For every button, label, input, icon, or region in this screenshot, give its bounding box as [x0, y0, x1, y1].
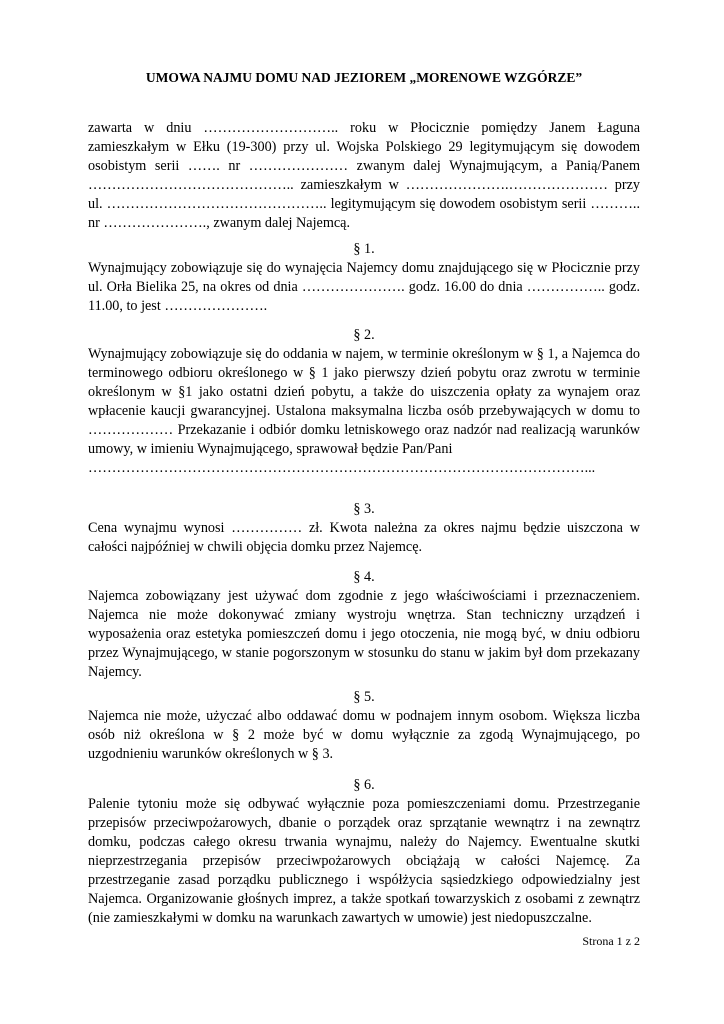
section-4 — [88, 568, 640, 682]
section-dots-line: ……………………………………………………………………………………………... — [88, 460, 596, 476]
section-1 — [88, 240, 640, 316]
section-heading: § 3. — [353, 501, 375, 517]
document-page — [88, 0, 640, 1024]
section-heading: § 1. — [353, 241, 375, 257]
section-text: Wynajmujący zobowiązuje się do oddania w najem, w terminie określonym w § 1, a Najemca do terminowego odbioru określonego w § 1 jako pierwszy dzień pobytu oraz zwrotu w terminie określonym w §1 jako ostatni dzień pobytu, a także do uiszczenia opłaty za wynajem oraz wpłacenie kaucji gwarancyjnej. Ustalona maksymalna liczba osób przebywających w domu to ……………… Przekazanie i odbiór domku letniskowego oraz nadzór nad realizacją warunków umowy, w imieniu Wynajmującego, sprawował będzie Pan/Pani — [88, 346, 640, 457]
intro-block — [88, 119, 640, 233]
section-text: Palenie tytoniu może się odbywać wyłącznie poza pomieszczeniami domu. Przestrzeganie przepisów przeciwpożarowych, dbanie o porządek oraz sprzątanie wewnątrz i na zewnątrz domku, podczas całego okresu trwania wynajmu, należy do Najemcy. Ewentualne skutki nieprzestrzegania przepisów przeciwpożarowych obciążają w całości Najemcę. Za przestrzeganie zasad porządku publicznego i współżycia sąsiedzkiego odpowiedzialny jest Najemca. Organizowanie głośnych imprez, a także spotkań towarzyskich z osobami z zewnątrz (nie zamieszkałymi w domku na warunkach zawartych w umowie) jest niedopuszczalne. — [88, 796, 640, 926]
section-6 — [88, 776, 640, 928]
section-heading: § 6. — [353, 777, 375, 793]
section-heading: § 4. — [353, 569, 375, 585]
section-text: Najemca nie może, użyczać albo oddawać domu w podnajem innym osobom. Większa liczba osób niż określona w § 2 może być w domu wyłącznie za zgodą Wynajmującego, po uzgodnieniu warunków określonych w § 3. — [88, 708, 640, 762]
section-text: Najemca zobowiązany jest używać dom zgodnie z jego właściwościami i przeznaczeniem. Najemca nie może dokonywać zmiany wystroju wnętrza. Stan techniczny urządzeń i wyposażenia oraz estetyka pomieszczeń domu i jego otoczenia, nie mogą być, w dniu odbioru przez Wynajmującego, w stanie pogorszonym w stosunku do stanu w jakim był dom przekazany Najemcy. — [88, 588, 640, 680]
section-text: Wynajmujący zobowiązuje się do wynajęcia Najemcy domu znajdującego się w Płocicznie przy ul. Orła Bielika 25, na okres od dnia …………………. godz. 16.00 do dnia …………….. godz. 11.00, to jest …………………. — [88, 260, 640, 314]
section-text: Cena wynajmu wynosi …………… zł. Kwota należna za okres najmu będzie uiszczona w całości najpóźniej w chwili objęcia domku przez Najemcę. — [88, 520, 640, 555]
section-5 — [88, 688, 640, 764]
section-2 — [88, 326, 640, 478]
section-heading: § 2. — [353, 327, 375, 343]
intro-paragraph: zawarta w dniu ……………………….. roku w Płocicznie pomiędzy Janem Łaguna zamieszkałym w Ełku (19-300) przy ul. Wojska Polskiego 29 legitymującym się dowodem osobistym serii ……. nr ………………… zwanym dalej Wynajmującym, a Panią/Panem …………………………………….. zamieszkałym w ………………….………………… przy ul. ……………………………………….. legitymującym się dowodem osobistym serii ……….. nr …………………., zwanym dalej Najemcą. — [88, 120, 640, 231]
document-title: UMOWA NAJMU DOMU NAD JEZIOREM „MORENOWE WZGÓRZE” — [145, 70, 583, 85]
section-heading: § 5. — [353, 689, 375, 705]
section-3 — [88, 500, 640, 557]
page-number: Strona 1 z 2 — [582, 934, 640, 948]
